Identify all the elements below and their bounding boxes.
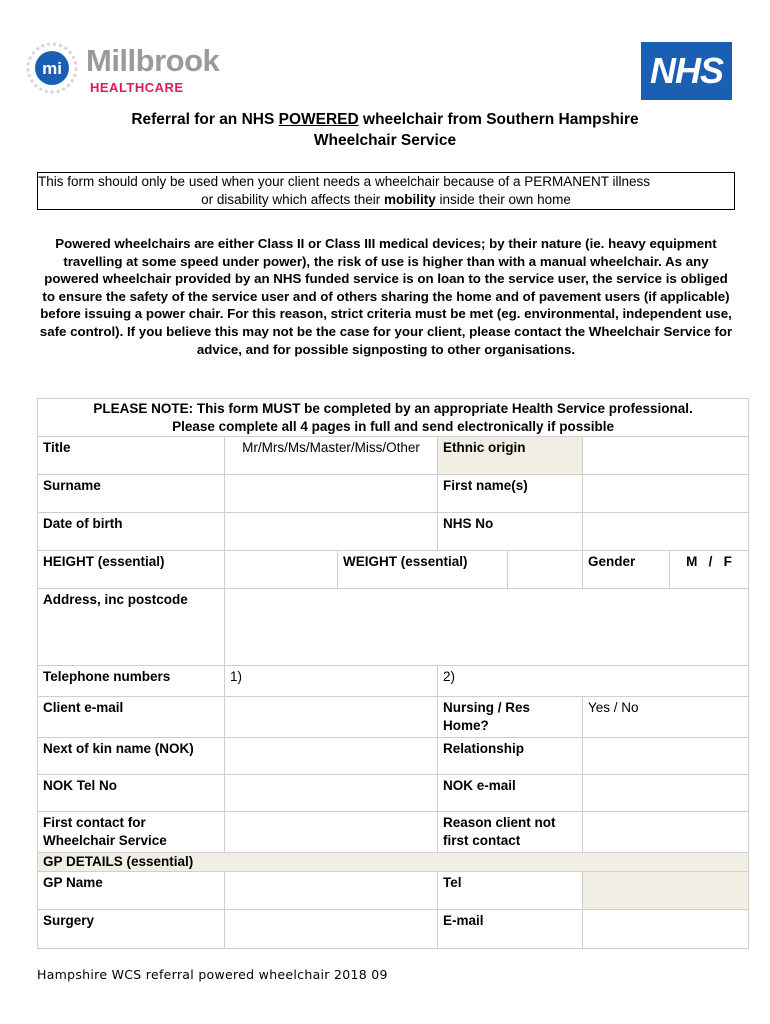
relationship-label: Relationship — [438, 738, 583, 775]
dob-field[interactable] — [225, 513, 438, 551]
gp-tel-field[interactable] — [583, 872, 749, 910]
nok-name-label: Next of kin name (NOK) — [38, 738, 225, 775]
brand-sub: HEALTHCARE — [90, 80, 184, 95]
nhs-logo: NHS — [641, 42, 732, 100]
surgery-field[interactable] — [225, 910, 438, 949]
client-email-field[interactable] — [225, 697, 438, 738]
address-field[interactable] — [225, 589, 749, 666]
title-line2: Wheelchair Service — [313, 132, 457, 149]
nok-tel-field[interactable] — [225, 775, 438, 812]
height-label: HEIGHT (essential) — [38, 551, 225, 589]
weight-label: WEIGHT (essential) — [338, 551, 508, 589]
surgery-email-label: E-mail — [438, 910, 583, 949]
form-note-line1: PLEASE NOTE: This form MUST be completed by an appropriate Health Service professional. — [93, 401, 693, 416]
title-row — [38, 437, 749, 475]
nok-name-field[interactable] — [225, 738, 438, 775]
email-row — [38, 697, 749, 738]
title-part2: wheelchair from Southern Hampshire — [358, 111, 639, 128]
nhs-no-field[interactable] — [583, 513, 749, 551]
form-note — [38, 399, 749, 437]
title-label: Title — [38, 437, 225, 475]
nok-contact-row — [38, 775, 749, 812]
gp-name-row — [38, 872, 749, 910]
gender-label: Gender — [583, 551, 670, 589]
title-underlined: POWERED — [278, 111, 359, 128]
reason-field[interactable] — [583, 812, 749, 853]
client-email-label: Client e-mail — [38, 697, 225, 738]
nok-tel-label: NOK Tel No — [38, 775, 225, 812]
nhs-no-label: NHS No — [438, 513, 583, 551]
nursing-home-label: Nursing / Res Home? — [438, 697, 583, 738]
surgery-email-field[interactable] — [583, 910, 749, 949]
telephone-1-field[interactable]: 1) — [225, 666, 438, 697]
millbrook-logo-mark: mi — [42, 59, 62, 78]
first-contact-label: First contact for Wheelchair Service — [38, 812, 225, 853]
gp-name-field[interactable] — [225, 872, 438, 910]
surgery-row — [38, 910, 749, 949]
first-name-label: First name(s) — [438, 475, 583, 513]
form-note-row — [38, 399, 749, 437]
notice-box — [37, 172, 735, 210]
brand-name: Millbrook — [86, 43, 220, 78]
gp-tel-label: Tel — [438, 872, 583, 910]
notice-line1: This form should only be used when your client needs a wheelchair because of a PERMANENT illness — [38, 174, 651, 189]
surname-field[interactable] — [225, 475, 438, 513]
surname-label: Surname — [38, 475, 225, 513]
gp-name-label: GP Name — [38, 872, 225, 910]
dob-row — [38, 513, 749, 551]
gp-heading-row — [38, 853, 749, 872]
surgery-label: Surgery — [38, 910, 225, 949]
notice-line2-pre: or disability which affects their — [201, 192, 384, 207]
nok-email-field[interactable] — [583, 775, 749, 812]
gender-options[interactable]: M / F — [670, 551, 749, 589]
notice-line2-bold: mobility — [384, 192, 436, 207]
address-row — [38, 589, 749, 666]
surname-row — [38, 475, 749, 513]
nok-email-label: NOK e-mail — [438, 775, 583, 812]
reason-label: Reason client not first contact — [438, 812, 583, 853]
footer-reference: Hampshire WCS referral powered wheelchair 2018 09 — [37, 967, 388, 982]
millbrook-logo-icon — [26, 42, 78, 94]
ethnic-origin-label: Ethnic origin — [438, 437, 583, 475]
form-note-line2: Please complete all 4 pages in full and send electronically if possible — [172, 419, 614, 434]
nursing-home-value[interactable]: Yes / No — [583, 697, 749, 738]
weight-field[interactable] — [508, 551, 583, 589]
dob-label: Date of birth — [38, 513, 225, 551]
telephone-2-field[interactable]: 2) — [438, 666, 749, 697]
first-name-field[interactable] — [583, 475, 749, 513]
telephone-label: Telephone numbers — [38, 666, 225, 697]
nok-row — [38, 738, 749, 775]
referral-form-table — [37, 398, 749, 949]
height-weight-row — [38, 551, 749, 589]
first-contact-row — [38, 812, 749, 853]
title-part1: Referral for an NHS — [131, 111, 279, 128]
intro-paragraph: Powered wheelchairs are either Class II or Class III medical devices; by their nature (ie. heavy equipment travelling at some speed under power), the risk of use is higher than with a manual wheelchair. As any powered wheelchair provided by an NHS funded service is on loan to the service user, the service is obliged to ensure the safety of the service user and of others sharing the home and of pavement users (if applicable) before issuing a power chair. For this reason, strict criteria must be met (eg. environmental, independent use, safe control). If you believe this may not be the case for your client, please contact the Wheelchair Service for advice, and for possible signposting to other organisations. — [39, 236, 733, 357]
address-label: Address, inc postcode — [38, 589, 225, 666]
page-title — [0, 109, 770, 151]
ethnic-origin-field[interactable] — [583, 437, 749, 475]
first-contact-field[interactable] — [225, 812, 438, 853]
height-field[interactable] — [225, 551, 338, 589]
relationship-field[interactable] — [583, 738, 749, 775]
notice-line2-post: inside their own home — [435, 192, 571, 207]
gp-details-heading: GP DETAILS (essential) — [38, 853, 749, 872]
telephone-row — [38, 666, 749, 697]
title-options[interactable]: Mr/Mrs/Ms/Master/Miss/Other — [225, 437, 438, 475]
